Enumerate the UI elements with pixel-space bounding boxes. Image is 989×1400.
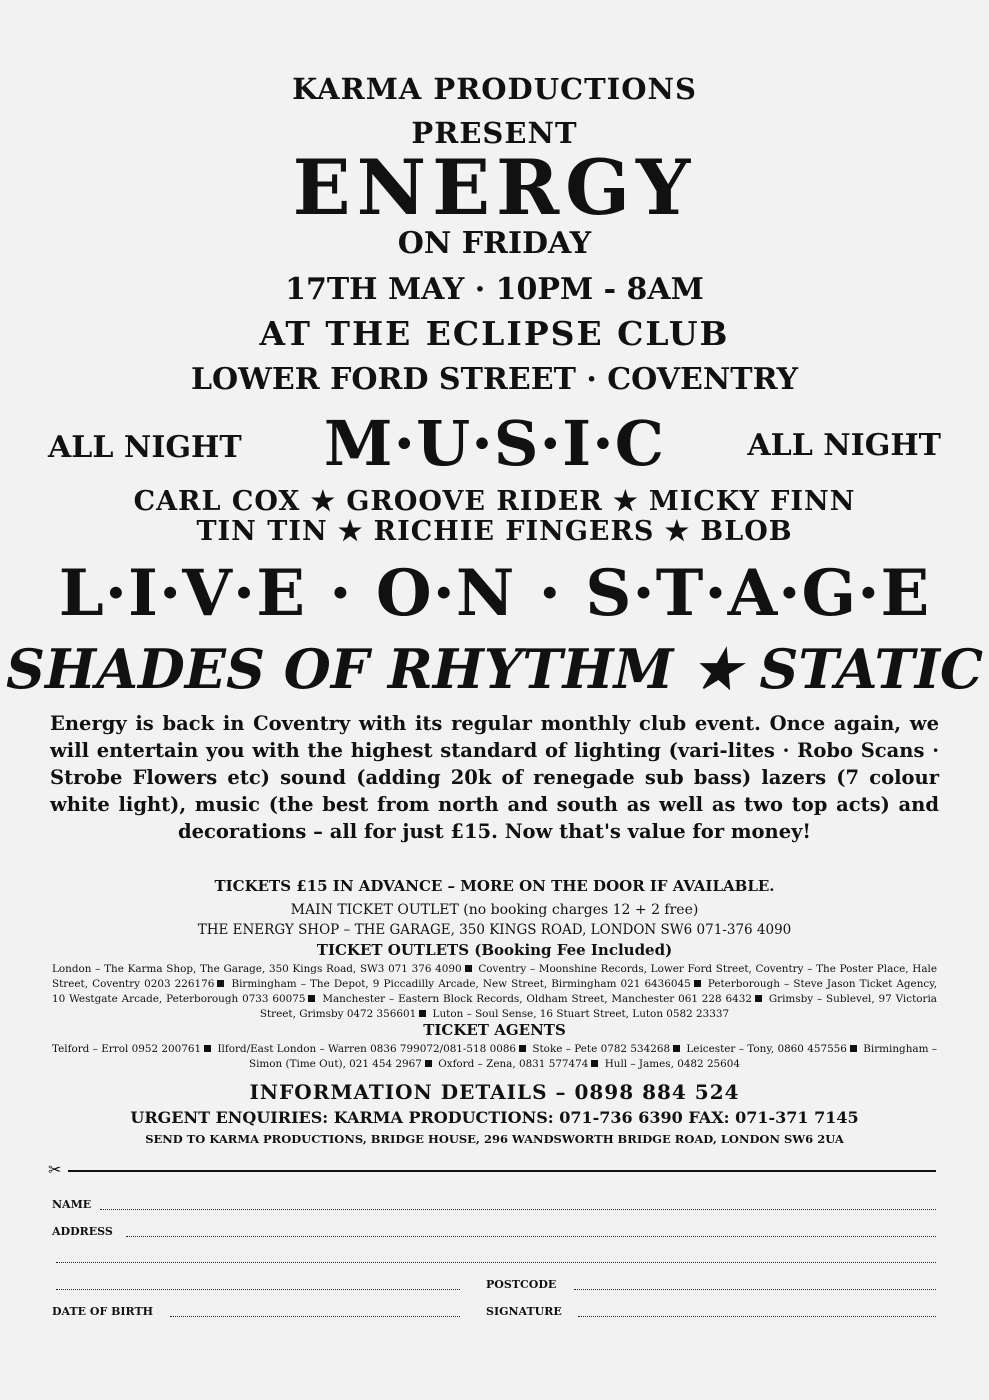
event-description: Energy is back in Coventry with its regular monthly club event. Once again, we will entertain you with the highest standard of lighting (vari-lites · Robo Scans · Strobe Flowers etc) sound (adding 20k of renegade sub bass) lazers (7 colour white light), music (the best from north and south as well as two top acts) and decorations – all for just £15. Now that's value for money! [50, 712, 939, 843]
producer-heading: KARMA PRODUCTIONS [292, 72, 697, 106]
ticket-outlets-list [52, 962, 937, 1022]
dob-label: DATE OF BIRTH [52, 1305, 154, 1318]
cut-line [68, 1170, 936, 1172]
outlet-item: Grimsby – Sublevel, 97 Victoria Street, Grimsby 0472 356601 [259, 993, 937, 1020]
outlet-item: Peterborough – Steve Jason Ticket Agency, 10 Westgate Arcade, Peterborough 0733 60075 [52, 978, 937, 1005]
address-label: ADDRESS [52, 1225, 113, 1238]
all-night-left: ALL NIGHT [48, 430, 242, 465]
event-venue: AT THE ECLIPSE CLUB [259, 314, 730, 353]
scissors-icon: ✂ [48, 1160, 62, 1179]
dj-lineup-line-2: TIN TIN ★ RICHIE FINGERS ★ BLOB [196, 516, 793, 547]
live-acts: SHADES OF RHYTHM ★ STATIC [6, 637, 983, 701]
agent-item: Leicester – Tony, 0860 457556 [686, 1043, 847, 1055]
address-field[interactable] [126, 1236, 936, 1237]
dj-lineup-line-1: CARL COX ★ GROOVE RIDER ★ MICKY FINN [133, 486, 856, 517]
dob-field[interactable] [170, 1316, 460, 1317]
outlet-item: Manchester – Eastern Block Records, Oldham Street, Manchester 061 228 6432 [322, 993, 752, 1005]
agent-item: Ilford/East London – Warren 0836 799072/081-518 0086 [217, 1043, 517, 1055]
energy-shop-address: THE ENERGY SHOP – THE GARAGE, 350 KINGS ROAD, LONDON SW6 071-376 4090 [197, 922, 792, 938]
agent-item: Stoke – Pete 0782 534268 [532, 1043, 671, 1055]
outlet-item: Luton – Soul Sense, 16 Stuart Street, Luton 0582 23337 [432, 1008, 730, 1020]
agent-item: Birmingham – Simon (Time Out), 021 454 2967 [248, 1043, 937, 1070]
name-label: NAME [52, 1198, 92, 1211]
urgent-enquiries: URGENT ENQUIRIES: KARMA PRODUCTIONS: 071-736 6390 FAX: 071-371 7145 [130, 1108, 859, 1127]
agent-item: Hull – James, 0482 25604 [604, 1058, 741, 1070]
ticket-agents-list [52, 1042, 937, 1072]
information-line: INFORMATION DETAILS – 0898 884 524 [249, 1080, 740, 1104]
present-text: PRESENT [411, 116, 578, 150]
send-to-address: SEND TO KARMA PRODUCTIONS, BRIDGE HOUSE, 296 WANDSWORTH BRIDGE ROAD, LONDON SW6 2UA [145, 1132, 844, 1146]
main-outlet-info: MAIN TICKET OUTLET (no booking charges 12 + 2 free) [290, 902, 699, 918]
music-heading: M·U·S·I·C [323, 407, 666, 480]
event-title: ENERGY [292, 143, 697, 232]
outlets-heading: TICKET OUTLETS (Booking Fee Included) [316, 941, 673, 959]
outlet-item: London – The Karma Shop, The Garage, 350 Kings Road, SW3 071 376 4090 [52, 963, 462, 975]
agents-heading: TICKET AGENTS [423, 1021, 566, 1039]
outlet-item: Birmingham – The Depot, 9 Piccadilly Arcade, New Street, Birmingham 021 6436045 [231, 978, 691, 990]
ticket-price-info: TICKETS £15 IN ADVANCE – MORE ON THE DOOR IF AVAILABLE. [214, 877, 775, 895]
live-on-stage-heading: L·I·V·E · O·N · S·T·A·G·E [58, 556, 931, 631]
signature-label: SIGNATURE [486, 1305, 562, 1318]
venue-address: LOWER FORD STREET · COVENTRY [190, 362, 799, 397]
agent-item: Telford – Errol 0952 200761 [52, 1043, 202, 1055]
address-field-line-3[interactable] [56, 1289, 460, 1290]
event-date-time: 17TH MAY · 10PM - 8AM [285, 272, 704, 307]
name-field[interactable] [100, 1209, 936, 1210]
address-field-line-2[interactable] [56, 1262, 936, 1263]
all-night-right: ALL NIGHT [747, 428, 941, 463]
signature-field[interactable] [578, 1316, 936, 1317]
event-day: ON FRIDAY [397, 226, 592, 261]
agent-item: Oxford – Zena, 0831 577474 [438, 1058, 589, 1070]
postcode-label: POSTCODE [486, 1278, 557, 1291]
postcode-field[interactable] [574, 1289, 936, 1290]
outlet-item: Coventry – Moonshine Records, Lower Ford Street, Coventry – The Poster Place, Hale Street, Coventry 0203 226176 [52, 963, 937, 990]
